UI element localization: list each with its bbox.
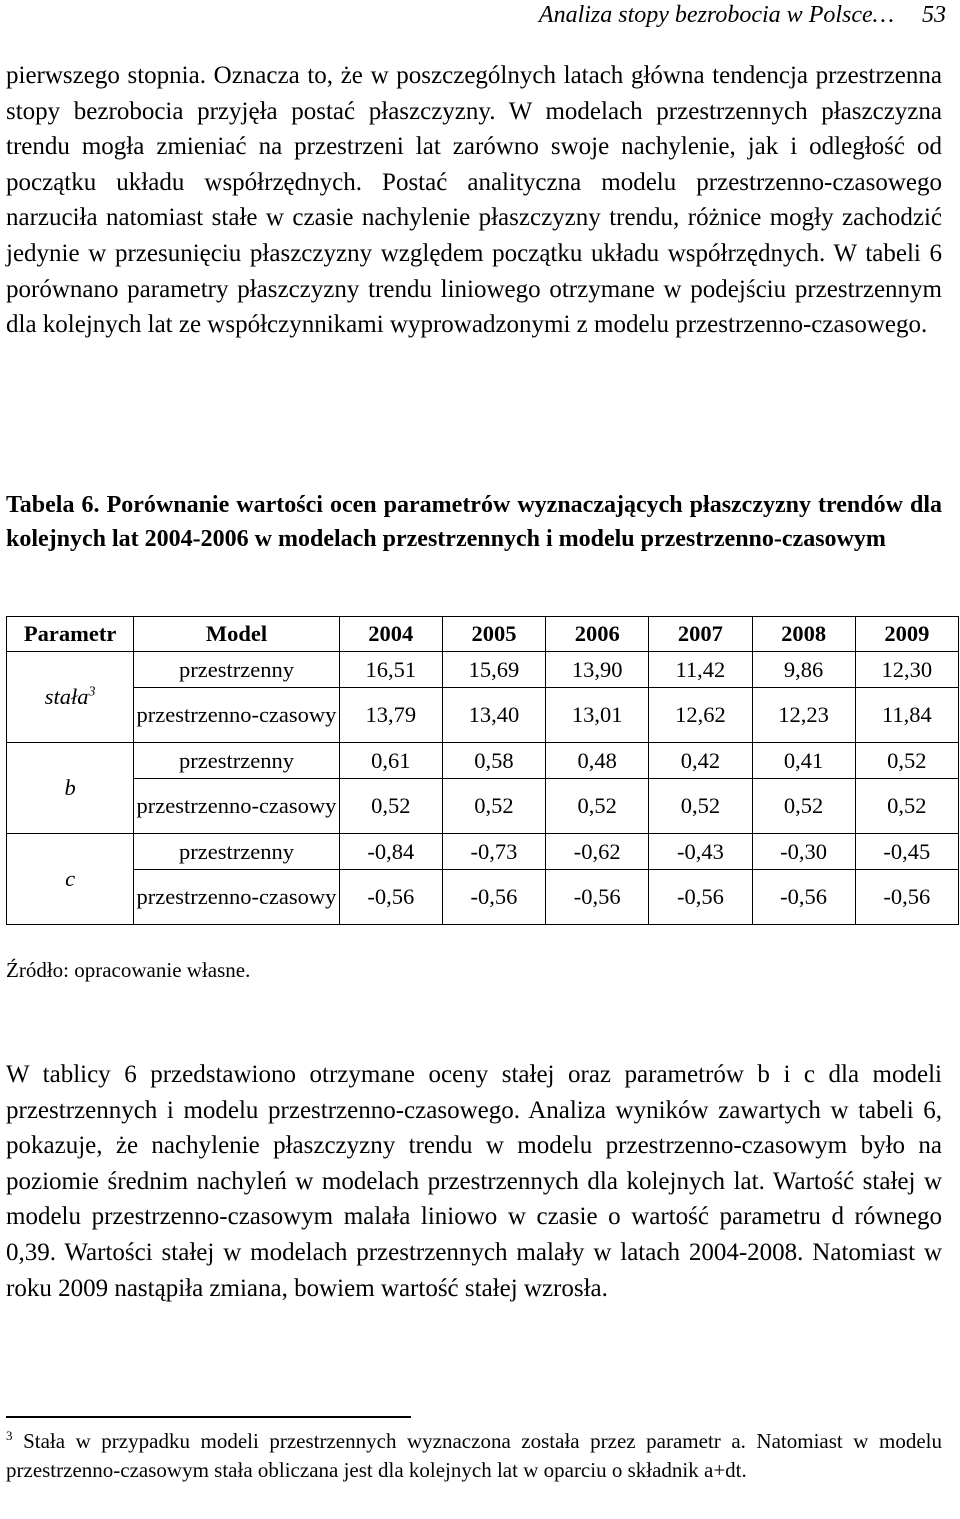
- value-cell: -0,56: [649, 870, 752, 925]
- value-cell: -0,56: [442, 870, 545, 925]
- value-cell: 11,42: [649, 652, 752, 688]
- value-cell: -0,62: [546, 834, 649, 870]
- value-cell: 13,79: [339, 688, 442, 743]
- value-cell: 12,62: [649, 688, 752, 743]
- model-cell: przestrzenny: [134, 652, 339, 688]
- param-cell: c: [7, 834, 134, 925]
- header-cell: 2004: [339, 617, 442, 652]
- value-cell: 0,52: [546, 779, 649, 834]
- running-title: Analiza stopy bezrobocia w Polsce…: [538, 2, 894, 28]
- header-cell: 2006: [546, 617, 649, 652]
- footnote-divider: [6, 1416, 411, 1418]
- value-cell: -0,56: [339, 870, 442, 925]
- value-cell: 13,01: [546, 688, 649, 743]
- header-cell: 2007: [649, 617, 752, 652]
- value-cell: 12,23: [752, 688, 855, 743]
- paragraph-intro: pierwszego stopnia. Oznacza to, że w poszczególnych latach główna tendencja przestrzenna stopy bezrobocia przyjęła postać płaszczyzny. W modelach przestrzennych płaszczyzna trendu mogła zmieniać na przestrzeni lat zarówno swoje nachylenie, jak i odległość od początku układu współrzędnych. Postać analityczna modelu przestrzenno-czasowego narzuciła natomiast stałe w czasie nachylenie płaszczyzny trendu, różnice mogły zachodzić jedynie w przesunięciu płaszczyzny względem początku układu współrzędnych. W tabeli 6 porównano parametry płaszczyzny trendu liniowego otrzymane w podejściu przestrzennym dla kolejnych lat ze współczynnikami wyprowadzonymi z modelu przestrzenno-czasowego.: [6, 62, 942, 339]
- value-cell: -0,84: [339, 834, 442, 870]
- table-source: Źródło: opracowanie własne.: [6, 958, 251, 982]
- value-cell: 13,90: [546, 652, 649, 688]
- value-cell: -0,30: [752, 834, 855, 870]
- value-cell: 0,58: [442, 743, 545, 779]
- value-cell: -0,73: [442, 834, 545, 870]
- value-cell: -0,56: [546, 870, 649, 925]
- value-cell: 12,30: [855, 652, 958, 688]
- model-cell: przestrzenno-czasowy: [134, 870, 339, 925]
- model-cell: przestrzenny: [134, 834, 339, 870]
- value-cell: 0,52: [339, 779, 442, 834]
- footnote-ref: 3: [88, 684, 96, 700]
- value-cell: -0,56: [752, 870, 855, 925]
- paragraph-analysis: W tablicy 6 przedstawiono otrzymane oceny stałej oraz parametrów b i c dla modeli przestrzennych i modelu przestrzenno-czasowego. Analiza wyników zawartych w tabeli 6, pokazuje, że nachylenie płaszczyzny trendu w modelu przestrzenno-czasowym było na poziomie średnim nachyleń w modelach przestrzennych dla kolejnych lat. Wartość stałej w modelu przestrzenno-czasowym malała liniowo w czasie o wartość parametru d równego 0,39. Wartości stałej w modelach przestrzennych malały w latach 2004-2008. Natomiast w roku 2009 nastąpiła zmiana, bowiem wartość stałej wzrosła.: [6, 1061, 942, 1302]
- table-caption: Tabela 6. Porównanie wartości ocen parametrów wyznaczających płaszczyzny trendów dla kolejnych lat 2004-2006 w modelach przestrzennych i modelu przestrzenno-czasowym: [6, 492, 942, 552]
- table-header-row: [7, 617, 959, 652]
- parameter-comparison-table: [6, 616, 959, 925]
- footnote-text: Stała w przypadku modeli przestrzennych wyznaczona została przez parametr a. Natomiast w modelu przestrzenno-czasowym stała obliczana jest dla kolejnych lat w oparciu o składnik a+dt.: [6, 1429, 942, 1482]
- footnote: [6, 1427, 942, 1485]
- model-cell: przestrzenno-czasowy: [134, 779, 339, 834]
- header-cell: 2009: [855, 617, 958, 652]
- param-cell: b: [7, 743, 134, 834]
- value-cell: 0,52: [649, 779, 752, 834]
- footnote-mark: 3: [6, 1428, 13, 1443]
- value-cell: 15,69: [442, 652, 545, 688]
- table-row: [7, 870, 959, 925]
- model-cell: przestrzenny: [134, 743, 339, 779]
- table-row: [7, 688, 959, 743]
- table-row: [7, 779, 959, 834]
- value-cell: 0,42: [649, 743, 752, 779]
- value-cell: 0,61: [339, 743, 442, 779]
- model-cell: przestrzenno-czasowy: [134, 688, 339, 743]
- header-cell: 2005: [442, 617, 545, 652]
- value-cell: 13,40: [442, 688, 545, 743]
- value-cell: -0,45: [855, 834, 958, 870]
- value-cell: 0,52: [752, 779, 855, 834]
- value-cell: -0,56: [855, 870, 958, 925]
- header-cell: Parametr: [7, 617, 134, 652]
- value-cell: 0,41: [752, 743, 855, 779]
- param-cell: [7, 652, 134, 743]
- value-cell: 0,48: [546, 743, 649, 779]
- running-header: [0, 0, 946, 30]
- page-number: 53: [922, 2, 946, 28]
- value-cell: 0,52: [855, 779, 958, 834]
- param-label: stała: [44, 684, 89, 709]
- value-cell: 0,52: [855, 743, 958, 779]
- table-row: [7, 652, 959, 688]
- header-cell: 2008: [752, 617, 855, 652]
- value-cell: 16,51: [339, 652, 442, 688]
- table-row: [7, 743, 959, 779]
- value-cell: 9,86: [752, 652, 855, 688]
- value-cell: 0,52: [442, 779, 545, 834]
- value-cell: -0,43: [649, 834, 752, 870]
- table-row: [7, 834, 959, 870]
- header-cell: Model: [134, 617, 339, 652]
- value-cell: 11,84: [855, 688, 958, 743]
